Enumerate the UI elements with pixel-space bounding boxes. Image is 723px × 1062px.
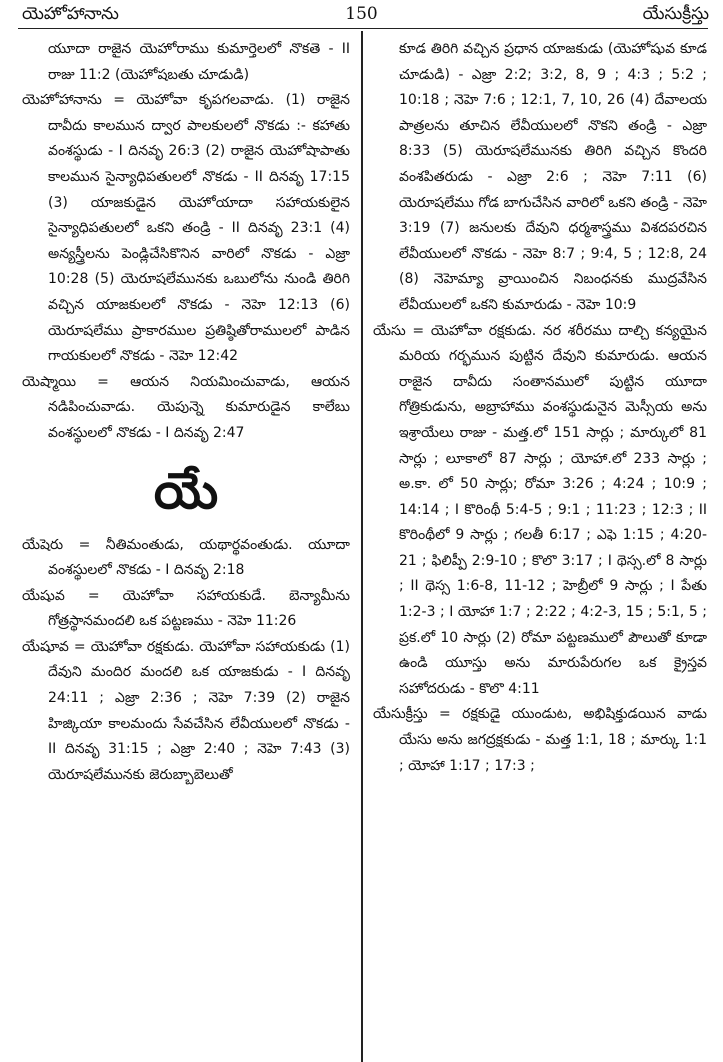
- dictionary-entry: యేషెరు = నీతిమంతుడు, యథార్థవంతుడు. యూదా వంశస్థులలో నొకడు - I దినవృ 2:18: [22, 536, 350, 579]
- dictionary-entry: యూదా రాజైన యెహోరాము కుమార్తెలలో నొకతె - II రాజు 11:2 (యెహోషబతు చూడుడి): [48, 41, 350, 83]
- dictionary-entry: యేషూవ = యెహోవా రక్షకుడు. యెహోవా సహాయకుడు (1) దేవుని మందిర మందలి ఒక యాజకుడు - I దినవృ 24:11 ; ఎజ్రా 2:36 ; నెహె 7:39 (2) రాజైన హిజ్కియా కాలమందు సేవచేసిన లేవీయులలో నొకడు - II దినవృ 31:15 ; ఎజ్రా 2:40 ; నెహె 7:43 (3) యెరూషలేమునకు జెరుబ్బాబెలుతో: [22, 638, 350, 783]
- letter-heading: యే: [153, 461, 219, 520]
- dictionary-entry: యెష్మాయి = ఆయన నియమించువాడు, ఆయన నడిపించువాడు. యెపున్నె కుమారుడైన కాలేబు వంశస్థులలో నొకడు - I దినవృ 2:47: [22, 373, 350, 441]
- header-rule: [18, 28, 708, 29]
- header-left-title: యెహోహానాను: [22, 4, 119, 24]
- left-column: [22, 37, 350, 788]
- page-number: 150: [345, 4, 378, 24]
- page-header: [0, 0, 723, 30]
- right-column: [373, 37, 707, 779]
- dictionary-entry: యేషువ = యెహోవా సహాయకుడే. బెన్యామీను గోత్రస్థానమందలి ఒక పట్టణము - నెహె 11:26: [22, 587, 350, 630]
- dictionary-entry: యేసుక్రీస్తు = రక్షకుడై యుండుట, అభిషిక్తుడయిన వాడు యేసు అను జగద్రక్షకుడు - మత్త 1:1, 18 ; మార్కు 1:1 ; యోహా 1:17 ; 17:3 ;: [373, 706, 707, 774]
- dictionary-entry: యేసు = యెహోవా రక్షకుడు. నర శరీరము దాల్చి కన్యయైన మరియ గర్భమున పుట్టిన దేవుని కుమారుడు. ఆయన రాజైన దావీదు సంతానములో పుట్టిన యూదా గోత్రికుడును, అబ్రాహాము వంశస్థుడునైన మెస్సీయ అను ఇశ్రాయేలు రాజు - మత్త.లో 151 సార్లు ; మార్కులో 81 సార్లు ; లూకాలో 87 సార్లు ; యోహా.లో 233 సార్లు ; అ.కా. లో 50 సార్లు; రోమా 3:26 ; 4:24 ; 10:9 ; 14:14 ; I కొరింథీ 5:4-5 ; 9:1 ; 11:23 ; 12:3 ; II కొరింథీలో 9 సార్లు ; గలతీ 6:17 ; ఎఫె 1:15 ; 4:20-21 ; ఫిలిప్పీ 2:9-10 ; కొలొ 3:17 ; I థెస్స.లో 8 సార్లు ; II థెస్స 1:6-8, 11-12 ; హెబ్రీలో 9 సార్లు ; I పేతు 1:2-3 ; I యోహా 1:7 ; 2:22 ; 4:2-3, 15 ; 5:1, 5 ; ప్రక.లో 10 సార్లు (2) రోమా పట్టణములో పౌలుతో కూడా ఉండి యూస్తు అను మారుపేరుగల ఒక క్రైస్తవ సహోదరుడు - కొలొ 4:11: [373, 322, 707, 697]
- dictionary-entry: యెహోహానాను = యెహోవా కృపగలవాడు. (1) రాజైన దావీదు కాలమున ద్వార పాలకులలో నొకడు :- కహాతు వంశస్థుడు - I దినవృ 26:3 (2) రాజైన యెహోషాపాతు కాలమున సైన్యాధిపతులలో నొకడు - II దినవృ 17:15 (3) యాజకుడైన యెహోయాదా సహాయకులైన సైన్యాధిపతులలో ఒకని తండ్రి - II దినవృ 23:1 (4) అన్యస్త్రీలను పెండ్లిచేసికొనిన వారిలో నొకడు - ఎజ్రా 10:28 (5) యెరూషలేమునకు ఒబులోను నుండి తిరిగి వచ్చిన యాజకులలో నొకడు - నెహె 12:13 (6) యెరూషలేము ప్రాకారముల ప్రతిష్ఠితోరాములలో పాడిన గాయకులలో నొకడు - నెహె 12:42: [22, 92, 350, 365]
- header-right-title: యేసుక్రీస్తు: [642, 4, 709, 24]
- dictionary-entry: కూడ తిరిగి వచ్చిన ప్రధాన యాజకుడు (యెహోషువ కూడ చూడుడి) - ఎజ్రా 2:2; 3:2, 8, 9 ; 4:3 ; 5:2 ; 10:18 ; నెహె 7:6 ; 12:1, 7, 10, 26 (4) దేవాలయ పాత్రలను తూచిన లేవీయులలో నొకని తండ్రి - ఎజ్రా 8:33 (5) యెరూషలేమునకు తిరిగి వచ్చిన కొందరి వంశపితరుడు - ఎజ్రా 2:6 ; నెహె 7:11 (6) యెరూషలేము గోడ బాగుచేసిన వారిలో ఒకని తండ్రి - నెహె 3:19 (7) జనులకు దేవుని ధర్మశాస్త్రము విశదపరచిన లేవీయులలో నొకడు - నెహె 8:7 ; 9:4, 5 ; 12:8, 24 (8) నెహెమ్యా వ్రాయించిన నిబంధనకు ముద్రవేసిన లేవీయులలో ఒకని కుమారుడు - నెహె 10:9: [399, 41, 707, 313]
- column-divider: [361, 31, 363, 1062]
